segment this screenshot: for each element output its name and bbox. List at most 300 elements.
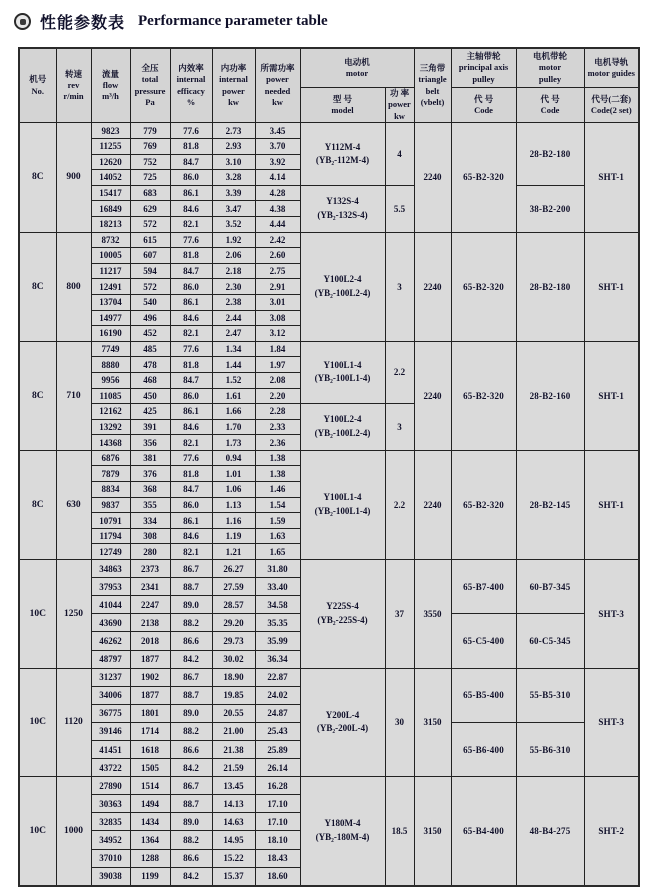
- internal-power-cell: 18.90: [212, 668, 255, 686]
- pressure-cell: 1364: [130, 831, 170, 849]
- pressure-cell: 1877: [130, 686, 170, 704]
- needed-power-cell: 4.28: [255, 185, 300, 201]
- header-guides-code: 代号(二套) Code(2 set): [584, 88, 639, 123]
- flow-cell: 34952: [91, 831, 130, 849]
- pressure-cell: 1618: [130, 740, 170, 758]
- flow-cell: 7749: [91, 341, 130, 357]
- flow-cell: 34006: [91, 686, 130, 704]
- machine-no-cell: 10C: [19, 560, 56, 669]
- needed-power-cell: 2.36: [255, 435, 300, 451]
- internal-power-cell: 1.06: [212, 482, 255, 498]
- table-row: [19, 450, 639, 466]
- needed-power-cell: 24.02: [255, 686, 300, 704]
- efficiency-cell: 81.8: [170, 466, 212, 482]
- internal-power-cell: 29.73: [212, 632, 255, 650]
- pressure-cell: 683: [130, 185, 170, 201]
- pressure-cell: 2018: [130, 632, 170, 650]
- needed-power-cell: 2.42: [255, 232, 300, 248]
- internal-power-cell: 2.44: [212, 310, 255, 326]
- belt-cell: 3550: [414, 560, 451, 669]
- needed-power-cell: 24.87: [255, 704, 300, 722]
- needed-power-cell: 18.10: [255, 831, 300, 849]
- header-belt: 三角带 triangle belt (vbelt): [414, 48, 451, 123]
- needed-power-cell: 4.38: [255, 201, 300, 217]
- needed-power-cell: 1.38: [255, 466, 300, 482]
- needed-power-cell: 1.38: [255, 450, 300, 466]
- header-internal-power: 内功率 internal power kw: [212, 48, 255, 123]
- pressure-cell: 368: [130, 482, 170, 498]
- efficiency-cell: 82.1: [170, 544, 212, 560]
- internal-power-cell: 1.70: [212, 419, 255, 435]
- pressure-cell: 355: [130, 497, 170, 513]
- principal-pulley-code-cell: 65-B4-400: [451, 777, 516, 886]
- flow-cell: 27890: [91, 777, 130, 795]
- pressure-cell: 2341: [130, 578, 170, 596]
- belt-cell: 2240: [414, 123, 451, 232]
- table-body: [19, 123, 639, 886]
- efficiency-cell: 81.8: [170, 357, 212, 373]
- needed-power-cell: 3.70: [255, 139, 300, 155]
- flow-cell: 8834: [91, 482, 130, 498]
- principal-pulley-code-cell: 65-B6-400: [451, 722, 516, 776]
- internal-power-cell: 15.22: [212, 849, 255, 867]
- pressure-cell: 629: [130, 201, 170, 217]
- motor-model-cell: Y100L2-4 (YB₂-100L2-4): [300, 232, 385, 341]
- needed-power-cell: 1.46: [255, 482, 300, 498]
- needed-power-cell: 1.97: [255, 357, 300, 373]
- needed-power-cell: 2.91: [255, 279, 300, 295]
- header-motor-guides: 电机导轨 motor guides: [584, 48, 639, 88]
- title-english: Performance parameter table: [138, 13, 328, 29]
- pressure-cell: 572: [130, 279, 170, 295]
- motor-model-cell: Y100L2-4 (YB₂-100L2-4): [300, 404, 385, 451]
- efficiency-cell: 86.1: [170, 513, 212, 529]
- motor-model-cell: Y100L1-4 (YB₂-100L1-4): [300, 450, 385, 559]
- efficiency-cell: 82.1: [170, 326, 212, 342]
- flow-cell: 41044: [91, 596, 130, 614]
- internal-power-cell: 0.94: [212, 450, 255, 466]
- efficiency-cell: 88.7: [170, 795, 212, 813]
- needed-power-cell: 17.10: [255, 813, 300, 831]
- needed-power-cell: 1.63: [255, 528, 300, 544]
- header-efficiency: 内效率 internal efficacy %: [170, 48, 212, 123]
- motor-pulley-code-cell: 48-B4-275: [516, 777, 584, 886]
- rev-cell: 630: [56, 450, 91, 559]
- internal-power-cell: 13.45: [212, 777, 255, 795]
- internal-power-cell: 20.55: [212, 704, 255, 722]
- efficiency-cell: 82.1: [170, 435, 212, 451]
- needed-power-cell: 1.54: [255, 497, 300, 513]
- pressure-cell: 2138: [130, 614, 170, 632]
- needed-power-cell: 22.87: [255, 668, 300, 686]
- principal-pulley-code-cell: 65-B2-320: [451, 232, 516, 341]
- needed-power-cell: 25.89: [255, 740, 300, 758]
- flow-cell: 31237: [91, 668, 130, 686]
- efficiency-cell: 86.0: [170, 497, 212, 513]
- pressure-cell: 725: [130, 170, 170, 186]
- pressure-cell: 1714: [130, 722, 170, 740]
- needed-power-cell: 2.60: [255, 248, 300, 264]
- pressure-cell: 540: [130, 294, 170, 310]
- efficiency-cell: 88.7: [170, 578, 212, 596]
- needed-power-cell: 17.10: [255, 795, 300, 813]
- header-needed-power: 所需功率 power needed kw: [255, 48, 300, 123]
- flow-cell: 36775: [91, 704, 130, 722]
- machine-no-cell: 8C: [19, 232, 56, 341]
- flow-cell: 12491: [91, 279, 130, 295]
- needed-power-cell: 25.43: [255, 722, 300, 740]
- motor-guides-cell: SHT-3: [584, 668, 639, 777]
- efficiency-cell: 86.0: [170, 388, 212, 404]
- principal-pulley-code-cell: 65-B7-400: [451, 560, 516, 614]
- motor-pulley-code-cell: 55-B6-310: [516, 722, 584, 776]
- motor-pulley-code-cell: 60-C5-345: [516, 614, 584, 668]
- rev-cell: 1000: [56, 777, 91, 886]
- internal-power-cell: 27.59: [212, 578, 255, 596]
- flow-cell: 16190: [91, 326, 130, 342]
- pressure-cell: 478: [130, 357, 170, 373]
- header-flow: 流量 flow m³/h: [91, 48, 130, 123]
- flow-cell: 9823: [91, 123, 130, 139]
- efficiency-cell: 86.0: [170, 279, 212, 295]
- flow-cell: 11217: [91, 263, 130, 279]
- internal-power-cell: 1.52: [212, 372, 255, 388]
- belt-cell: 2240: [414, 450, 451, 559]
- needed-power-cell: 2.08: [255, 372, 300, 388]
- efficiency-cell: 86.6: [170, 632, 212, 650]
- principal-pulley-code-cell: 65-B2-320: [451, 341, 516, 450]
- internal-power-cell: 1.19: [212, 528, 255, 544]
- pressure-cell: 308: [130, 528, 170, 544]
- motor-pulley-code-cell: 28-B2-180: [516, 232, 584, 341]
- flow-cell: 39038: [91, 867, 130, 886]
- internal-power-cell: 2.73: [212, 123, 255, 139]
- internal-power-cell: 14.95: [212, 831, 255, 849]
- motor-pulley-code-cell: 60-B7-345: [516, 560, 584, 614]
- needed-power-cell: 16.28: [255, 777, 300, 795]
- internal-power-cell: 2.93: [212, 139, 255, 155]
- belt-cell: 2240: [414, 232, 451, 341]
- belt-cell: 3150: [414, 668, 451, 777]
- header-pressure: 全压 total pressure Pa: [130, 48, 170, 123]
- internal-power-cell: 1.44: [212, 357, 255, 373]
- needed-power-cell: 18.43: [255, 849, 300, 867]
- needed-power-cell: 2.33: [255, 419, 300, 435]
- header-motor-model: 型 号 model: [300, 88, 385, 123]
- efficiency-cell: 86.7: [170, 560, 212, 578]
- efficiency-cell: 86.7: [170, 668, 212, 686]
- motor-pulley-code-cell: 28-B2-180: [516, 123, 584, 185]
- efficiency-cell: 86.1: [170, 294, 212, 310]
- motor-guides-cell: SHT-2: [584, 777, 639, 886]
- efficiency-cell: 86.0: [170, 170, 212, 186]
- flow-cell: 14368: [91, 435, 130, 451]
- flow-cell: 37953: [91, 578, 130, 596]
- efficiency-cell: 82.1: [170, 216, 212, 232]
- motor-pulley-code-cell: 28-B2-145: [516, 450, 584, 559]
- rev-cell: 900: [56, 123, 91, 232]
- flow-cell: 12162: [91, 404, 130, 420]
- pressure-cell: 356: [130, 435, 170, 451]
- motor-pulley-code-cell: 55-B5-310: [516, 668, 584, 722]
- flow-cell: 13292: [91, 419, 130, 435]
- motor-power-cell: 30: [385, 668, 414, 777]
- flow-cell: 11255: [91, 139, 130, 155]
- header-motor-pulley: 电机带轮 motor pulley: [516, 48, 584, 88]
- motor-guides-cell: SHT-1: [584, 341, 639, 450]
- flow-cell: 10005: [91, 248, 130, 264]
- flow-cell: 30363: [91, 795, 130, 813]
- needed-power-cell: 33.40: [255, 578, 300, 596]
- internal-power-cell: 3.47: [212, 201, 255, 217]
- motor-guides-cell: SHT-3: [584, 560, 639, 669]
- title-chinese: 性能参数表: [40, 15, 126, 32]
- pressure-cell: 1434: [130, 813, 170, 831]
- efficiency-cell: 89.0: [170, 596, 212, 614]
- flow-cell: 7879: [91, 466, 130, 482]
- needed-power-cell: 1.65: [255, 544, 300, 560]
- efficiency-cell: 86.1: [170, 185, 212, 201]
- table-row: [19, 185, 639, 201]
- internal-power-cell: 3.28: [212, 170, 255, 186]
- table-row: [19, 777, 639, 795]
- needed-power-cell: 2.75: [255, 263, 300, 279]
- table-header: [19, 48, 639, 123]
- needed-power-cell: 2.28: [255, 404, 300, 420]
- needed-power-cell: 3.45: [255, 123, 300, 139]
- pressure-cell: 1801: [130, 704, 170, 722]
- efficiency-cell: 84.2: [170, 867, 212, 886]
- rev-cell: 1120: [56, 668, 91, 777]
- machine-no-cell: 8C: [19, 450, 56, 559]
- flow-cell: 6876: [91, 450, 130, 466]
- pressure-cell: 485: [130, 341, 170, 357]
- efficiency-cell: 86.6: [170, 740, 212, 758]
- pressure-cell: 425: [130, 404, 170, 420]
- needed-power-cell: 36.34: [255, 650, 300, 668]
- flow-cell: 12749: [91, 544, 130, 560]
- pressure-cell: 381: [130, 450, 170, 466]
- efficiency-cell: 86.6: [170, 849, 212, 867]
- needed-power-cell: 4.44: [255, 216, 300, 232]
- motor-power-cell: 3: [385, 232, 414, 341]
- efficiency-cell: 77.6: [170, 450, 212, 466]
- needed-power-cell: 3.01: [255, 294, 300, 310]
- machine-no-cell: 8C: [19, 341, 56, 450]
- flow-cell: 34863: [91, 560, 130, 578]
- efficiency-cell: 89.0: [170, 704, 212, 722]
- efficiency-cell: 77.6: [170, 341, 212, 357]
- efficiency-cell: 84.7: [170, 263, 212, 279]
- belt-cell: 3150: [414, 777, 451, 886]
- efficiency-cell: 84.7: [170, 482, 212, 498]
- pressure-cell: 1288: [130, 849, 170, 867]
- needed-power-cell: 1.59: [255, 513, 300, 529]
- pressure-cell: 769: [130, 139, 170, 155]
- internal-power-cell: 3.10: [212, 154, 255, 170]
- flow-cell: 32835: [91, 813, 130, 831]
- motor-model-cell: Y112M-4 (YB₂-112M-4): [300, 123, 385, 185]
- flow-cell: 48797: [91, 650, 130, 668]
- motor-model-cell: Y100L1-4 (YB₂-100L1-4): [300, 341, 385, 403]
- internal-power-cell: 14.63: [212, 813, 255, 831]
- principal-pulley-code-cell: 65-C5-400: [451, 614, 516, 668]
- flow-cell: 11794: [91, 528, 130, 544]
- efficiency-cell: 77.6: [170, 232, 212, 248]
- needed-power-cell: 4.14: [255, 170, 300, 186]
- machine-no-cell: 8C: [19, 123, 56, 232]
- motor-pulley-code-cell: 38-B2-200: [516, 185, 584, 232]
- flow-cell: 18213: [91, 216, 130, 232]
- table-row: [19, 232, 639, 248]
- pressure-cell: 468: [130, 372, 170, 388]
- efficiency-cell: 86.7: [170, 777, 212, 795]
- internal-power-cell: 15.37: [212, 867, 255, 886]
- internal-power-cell: 1.13: [212, 497, 255, 513]
- pressure-cell: 1902: [130, 668, 170, 686]
- section-bullet-inner-icon: [20, 19, 26, 25]
- internal-power-cell: 2.18: [212, 263, 255, 279]
- efficiency-cell: 88.7: [170, 686, 212, 704]
- header-machine-no: 机号 No.: [19, 48, 56, 123]
- flow-cell: 13704: [91, 294, 130, 310]
- motor-power-cell: 4: [385, 123, 414, 185]
- header-principal-code: 代 号 Code: [451, 88, 516, 123]
- pressure-cell: 594: [130, 263, 170, 279]
- internal-power-cell: 2.38: [212, 294, 255, 310]
- flow-cell: 14052: [91, 170, 130, 186]
- header-motor-power: 功 率 power kw: [385, 88, 414, 123]
- internal-power-cell: 1.92: [212, 232, 255, 248]
- header-principal-pulley: 主轴带轮 principal axis pulley: [451, 48, 516, 88]
- efficiency-cell: 77.6: [170, 123, 212, 139]
- internal-power-cell: 21.59: [212, 759, 255, 777]
- internal-power-cell: 1.21: [212, 544, 255, 560]
- pressure-cell: 1494: [130, 795, 170, 813]
- efficiency-cell: 84.6: [170, 528, 212, 544]
- internal-power-cell: 2.30: [212, 279, 255, 295]
- pressure-cell: 1514: [130, 777, 170, 795]
- rev-cell: 710: [56, 341, 91, 450]
- pressure-cell: 376: [130, 466, 170, 482]
- needed-power-cell: 26.14: [255, 759, 300, 777]
- page-title: [0, 0, 650, 33]
- efficiency-cell: 88.2: [170, 831, 212, 849]
- efficiency-cell: 88.2: [170, 722, 212, 740]
- rev-cell: 1250: [56, 560, 91, 669]
- flow-cell: 8880: [91, 357, 130, 373]
- header-rev: 转速 rev r/min: [56, 48, 91, 123]
- pressure-cell: 1505: [130, 759, 170, 777]
- flow-cell: 43690: [91, 614, 130, 632]
- needed-power-cell: 3.92: [255, 154, 300, 170]
- motor-model-cell: Y132S-4 (YB₂-132S-4): [300, 185, 385, 232]
- internal-power-cell: 1.61: [212, 388, 255, 404]
- principal-pulley-code-cell: 65-B2-320: [451, 450, 516, 559]
- flow-cell: 14977: [91, 310, 130, 326]
- flow-cell: 11085: [91, 388, 130, 404]
- header-motor-group: 电动机 motor: [300, 48, 414, 88]
- efficiency-cell: 84.7: [170, 372, 212, 388]
- internal-power-cell: 26.27: [212, 560, 255, 578]
- motor-power-cell: 2.2: [385, 341, 414, 403]
- belt-cell: 2240: [414, 341, 451, 450]
- performance-table: [18, 47, 640, 887]
- internal-power-cell: 1.34: [212, 341, 255, 357]
- flow-cell: 41451: [91, 740, 130, 758]
- flow-cell: 39146: [91, 722, 130, 740]
- pressure-cell: 452: [130, 326, 170, 342]
- pressure-cell: 280: [130, 544, 170, 560]
- efficiency-cell: 84.6: [170, 201, 212, 217]
- flow-cell: 8732: [91, 232, 130, 248]
- needed-power-cell: 2.20: [255, 388, 300, 404]
- efficiency-cell: 84.7: [170, 154, 212, 170]
- motor-power-cell: 5.5: [385, 185, 414, 232]
- section-bullet-icon: [14, 13, 31, 30]
- needed-power-cell: 1.84: [255, 341, 300, 357]
- flow-cell: 15417: [91, 185, 130, 201]
- flow-cell: 16849: [91, 201, 130, 217]
- principal-pulley-code-cell: 65-B2-320: [451, 123, 516, 232]
- internal-power-cell: 28.57: [212, 596, 255, 614]
- motor-power-cell: 2.2: [385, 450, 414, 559]
- needed-power-cell: 31.80: [255, 560, 300, 578]
- pressure-cell: 1199: [130, 867, 170, 886]
- internal-power-cell: 1.01: [212, 466, 255, 482]
- efficiency-cell: 81.8: [170, 139, 212, 155]
- needed-power-cell: 3.08: [255, 310, 300, 326]
- motor-model-cell: Y225S-4 (YB₂-225S-4): [300, 560, 385, 669]
- principal-pulley-code-cell: 65-B5-400: [451, 668, 516, 722]
- efficiency-cell: 84.2: [170, 759, 212, 777]
- table-row: [19, 341, 639, 357]
- efficiency-cell: 88.2: [170, 614, 212, 632]
- table-row: [19, 560, 639, 578]
- needed-power-cell: 34.58: [255, 596, 300, 614]
- motor-model-cell: Y200L-4 (YB₂-200L-4): [300, 668, 385, 777]
- motor-model-cell: Y180M-4 (YB₂-180M-4): [300, 777, 385, 886]
- needed-power-cell: 35.35: [255, 614, 300, 632]
- flow-cell: 46262: [91, 632, 130, 650]
- machine-no-cell: 10C: [19, 777, 56, 886]
- flow-cell: 37010: [91, 849, 130, 867]
- rev-cell: 800: [56, 232, 91, 341]
- table-row: [19, 123, 639, 139]
- efficiency-cell: 84.2: [170, 650, 212, 668]
- pressure-cell: 1877: [130, 650, 170, 668]
- motor-pulley-code-cell: 28-B2-160: [516, 341, 584, 450]
- efficiency-cell: 84.6: [170, 310, 212, 326]
- internal-power-cell: 21.38: [212, 740, 255, 758]
- efficiency-cell: 84.6: [170, 419, 212, 435]
- motor-guides-cell: SHT-1: [584, 123, 639, 232]
- internal-power-cell: 1.66: [212, 404, 255, 420]
- internal-power-cell: 30.02: [212, 650, 255, 668]
- pressure-cell: 391: [130, 419, 170, 435]
- internal-power-cell: 1.16: [212, 513, 255, 529]
- pressure-cell: 779: [130, 123, 170, 139]
- efficiency-cell: 81.8: [170, 248, 212, 264]
- internal-power-cell: 1.73: [212, 435, 255, 451]
- internal-power-cell: 19.85: [212, 686, 255, 704]
- internal-power-cell: 29.20: [212, 614, 255, 632]
- motor-guides-cell: SHT-1: [584, 232, 639, 341]
- internal-power-cell: 14.13: [212, 795, 255, 813]
- flow-cell: 12620: [91, 154, 130, 170]
- flow-cell: 9837: [91, 497, 130, 513]
- motor-guides-cell: SHT-1: [584, 450, 639, 559]
